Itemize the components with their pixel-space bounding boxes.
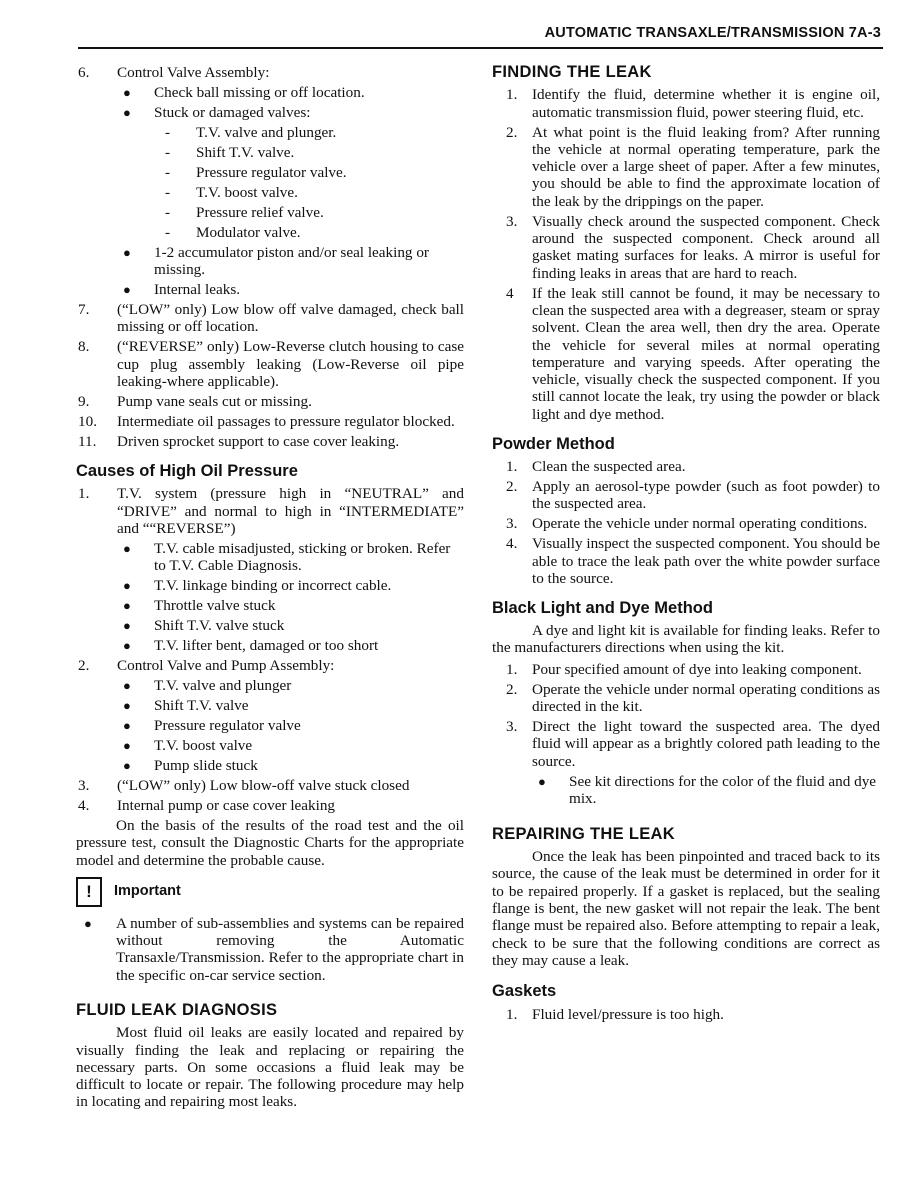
bullet-text: Stuck or damaged valves:: [154, 103, 311, 121]
list-item: [492, 681, 880, 716]
item-number: 3.: [506, 212, 518, 230]
list-item: [492, 515, 880, 532]
item-text: Operate the vehicle under normal operating conditions.: [532, 515, 868, 533]
item-number: 3.: [506, 717, 518, 735]
item-text: Control Valve Assembly:: [117, 64, 270, 81]
dash-item: [159, 144, 464, 161]
bullet-item: [117, 697, 464, 714]
item-text: Direct the light toward the suspected area. The dyed fluid will appear as a brightly colored path leading to the source.: [532, 717, 880, 770]
item-number: 3.: [506, 515, 518, 533]
dash-item: [159, 124, 464, 141]
dash-icon: -: [165, 203, 171, 221]
list-item: [492, 661, 880, 678]
bullet-item: [117, 540, 464, 575]
item-text: Identify the fluid, determine whether it is engine oil, automatic transmission fluid, power steering fluid, etc.: [532, 86, 880, 121]
item-number: 3.: [78, 776, 90, 794]
bullet-text: A number of sub-assemblies and systems can be repaired without removing the Automatic Transaxle/Transmission. Refer to the appropriate chart in the specific on-car service section.: [116, 914, 464, 984]
list-item: [492, 213, 880, 282]
section-heading-finding-the-leak: FINDING THE LEAK: [492, 63, 652, 81]
bullet-text: T.V. linkage binding or incorrect cable.: [154, 577, 392, 595]
section-heading-black-light: Black Light and Dye Method: [492, 598, 713, 617]
dash-icon: -: [165, 123, 171, 141]
important-notice: [76, 877, 464, 907]
bullet-item: [76, 915, 464, 984]
important-label: Important: [114, 883, 181, 900]
dash-icon: -: [165, 223, 171, 241]
item-text: Driven sprocket support to case cover leaking.: [117, 432, 400, 450]
dash-text: T.V. boost valve.: [196, 183, 298, 201]
paragraph: A dye and light kit is available for finding leaks. Refer to the manufacturers directions when using the kit.: [492, 622, 880, 657]
list-item: [76, 301, 464, 336]
item-number: 2.: [506, 123, 518, 141]
list-item: [76, 64, 464, 81]
bullet-icon: ●: [123, 717, 131, 733]
bullet-item: [117, 717, 464, 734]
bullet-item: [117, 597, 464, 614]
list-item: [76, 485, 464, 537]
bullet-icon: ●: [123, 540, 131, 556]
item-text: Internal pump or case cover leaking: [117, 796, 336, 814]
item-text: Intermediate oil passages to pressure regulator blocked.: [117, 412, 455, 430]
item-number: 1.: [78, 485, 90, 503]
bullet-item: [117, 244, 464, 279]
dash-icon: -: [165, 163, 171, 181]
item-number: 2.: [506, 477, 518, 495]
item-number: 1.: [506, 660, 518, 678]
bullet-item: [117, 104, 464, 121]
bullet-text: Pressure regulator valve: [154, 716, 301, 734]
bullet-icon: ●: [123, 84, 131, 100]
item-text: If the leak still cannot be found, it may be necessary to clean the suspected area with a degreaser, steam or spray solvent. Clean the area well, then dry the area. Operate the vehicle for several miles at normal operating temperature and varying speeds. After operating the vehicle, visually check the suspected component. If you still cannot locate the leak, try using the powder or black light and dye method.: [532, 284, 880, 423]
bullet-icon: ●: [84, 915, 92, 931]
dash-text: Pressure relief valve.: [196, 203, 324, 221]
bullet-icon: ●: [123, 244, 131, 260]
dash-text: Shift T.V. valve.: [196, 143, 295, 161]
dash-item: [159, 204, 464, 221]
bullet-icon: ●: [123, 737, 131, 753]
item-text: Clean the suspected area.: [532, 457, 686, 475]
list-item: [492, 285, 880, 423]
item-number: 2.: [506, 680, 518, 698]
bullet-text: Shift T.V. valve stuck: [154, 617, 285, 635]
item-text: (“LOW” only) Low blow-off valve stuck closed: [117, 776, 410, 794]
bullet-item: [117, 677, 464, 694]
list-item: [492, 1006, 880, 1023]
item-number: 4: [506, 284, 514, 302]
item-text: Fluid level/pressure is too high.: [532, 1005, 724, 1023]
list-item: [492, 478, 880, 513]
bullet-text: See kit directions for the color of the fluid and dye mix.: [569, 772, 877, 807]
item-text: At what point is the fluid leaking from? After running the vehicle at normal operating temperature, park the vehicle over a large sheet of paper. After a few minutes, you should be able to find the approximate location of the leak by the drippings on the paper.: [532, 123, 880, 210]
bullet-icon: ●: [123, 104, 131, 120]
bullet-text: Pump slide stuck: [154, 756, 258, 774]
item-number: 8.: [78, 338, 90, 356]
item-text: Visually inspect the suspected component. You should be able to trace the leak path over the white powder surface to the source.: [532, 535, 880, 587]
bullet-text: T.V. cable misadjusted, sticking or broken. Refer to T.V. Cable Diagnosis.: [154, 539, 451, 575]
item-number: 1.: [506, 457, 518, 475]
bullet-item: [117, 577, 464, 594]
item-number: 2.: [78, 657, 90, 675]
bullet-item: [117, 84, 464, 101]
bullet-text: Internal leaks.: [154, 281, 241, 299]
list-item: [76, 413, 464, 430]
section-heading-powder-method: Powder Method: [492, 434, 615, 453]
item-text: T.V. system (pressure high in “NEUTRAL” and “DRIVE” and normal to high in “INTERMEDIATE” and ““REVERSE”): [117, 485, 464, 537]
list-item: [492, 124, 880, 210]
item-text: Apply an aerosol-type powder (such as foot powder) to the suspected area.: [532, 477, 880, 513]
page-header: [78, 25, 883, 49]
item-number: 6.: [78, 64, 90, 81]
paragraph: On the basis of the results of the road test and the oil pressure test, consult the Diagnostic Charts for the appropriate model and determine the probable cause.: [76, 816, 464, 869]
bullet-icon: ●: [123, 578, 131, 594]
bullet-item: [117, 281, 464, 298]
list-item: [76, 657, 464, 674]
section-heading-fluid-leak-diagnosis: FLUID LEAK DIAGNOSIS: [76, 1000, 278, 1019]
bullet-text: Throttle valve stuck: [154, 597, 276, 615]
left-column: [76, 64, 464, 1115]
item-text: (“LOW” only) Low blow off valve damaged, check ball missing or off location.: [117, 301, 464, 336]
bullet-text: T.V. valve and plunger: [154, 677, 292, 695]
bullet-text: T.V. lifter bent, damaged or too short: [154, 637, 379, 655]
important-icon: !: [76, 877, 102, 907]
item-number: 11.: [78, 432, 97, 450]
bullet-text: T.V. boost valve: [154, 736, 253, 754]
bullet-text: Shift T.V. valve: [154, 697, 249, 714]
dash-item: [159, 184, 464, 201]
section-heading-repairing-the-leak: REPAIRING THE LEAK: [492, 824, 675, 843]
item-number: 7.: [78, 301, 90, 319]
item-number: 4.: [506, 535, 518, 553]
bullet-icon: ●: [123, 282, 131, 298]
list-item: [492, 718, 880, 770]
right-column: [492, 64, 880, 1025]
bullet-icon: ●: [123, 678, 131, 694]
bullet-item: [117, 617, 464, 634]
dash-text: Modulator valve.: [196, 223, 301, 241]
item-number: 10.: [78, 412, 97, 430]
item-text: (“REVERSE” only) Low-Reverse clutch housing to case cup plug assembly leaking (Low-Reverse oil pipe leaking-where applicable).: [117, 338, 464, 390]
list-item: [76, 777, 464, 794]
item-text: Pump vane seals cut or missing.: [117, 392, 312, 410]
list-item: [76, 433, 464, 450]
list-item: [76, 338, 464, 390]
section-heading-high-oil-pressure: Causes of High Oil Pressure: [76, 461, 298, 480]
header-title: AUTOMATIC TRANSAXLE/TRANSMISSION 7A-3: [544, 25, 881, 41]
list-item: [492, 86, 880, 121]
section-heading-gaskets: Gaskets: [492, 982, 557, 1001]
dash-text: Pressure regulator valve.: [196, 163, 347, 181]
bullet-icon: ●: [123, 598, 131, 614]
bullet-item: [117, 757, 464, 774]
list-item: [76, 797, 464, 814]
item-number: 1.: [506, 86, 518, 104]
bullet-icon: ●: [123, 757, 131, 773]
bullet-icon: ●: [123, 618, 131, 634]
dash-icon: -: [165, 143, 171, 161]
item-text: Control Valve and Pump Assembly:: [117, 657, 335, 675]
paragraph: Most fluid oil leaks are easily located and repaired by visually finding the leak and replacing or repairing the necessary parts. On some occasions a fluid leak may be difficult to locate or repair. The following procedure may help in locating and repairing most leaks.: [76, 1024, 464, 1111]
bullet-item: [117, 737, 464, 754]
dash-icon: -: [165, 183, 171, 201]
list-item: [76, 393, 464, 410]
bullet-text: Check ball missing or off location.: [154, 83, 365, 101]
bullet-icon: ●: [123, 638, 131, 654]
item-number: 1.: [506, 1005, 518, 1023]
dash-text: T.V. valve and plunger.: [196, 123, 337, 141]
item-text: Operate the vehicle under normal operating conditions as directed in the kit.: [532, 680, 880, 715]
paragraph: Once the leak has been pinpointed and traced back to its source, the cause of the leak must be determined in order for it to be repaired properly. If a gasket is replaced, but the sealing flange is bent, the new gasket will not repair the leak. The bent flange must be repaired also. Before attempting to repair a leak, check to be sure that the following conditions are correct as they may cause a leak.: [492, 848, 880, 969]
bullet-icon: ●: [538, 773, 546, 789]
item-text: Visually check around the suspected component. Check around the suspected component. Check around all gasket mating surfaces for leaks. A mirror is useful for finding leaks in areas that are hard to reach.: [532, 212, 880, 282]
bullet-item: [117, 637, 464, 654]
list-item: [492, 458, 880, 475]
bullet-icon: ●: [123, 698, 131, 713]
item-number: 9.: [78, 392, 90, 410]
bullet-item: [532, 773, 880, 808]
dash-item: [159, 224, 464, 241]
bullet-text: 1-2 accumulator piston and/or seal leaking or missing.: [154, 243, 429, 279]
item-text: Pour specified amount of dye into leaking component.: [532, 660, 862, 678]
list-item: [492, 535, 880, 587]
dash-item: [159, 164, 464, 181]
item-number: 4.: [78, 796, 90, 814]
